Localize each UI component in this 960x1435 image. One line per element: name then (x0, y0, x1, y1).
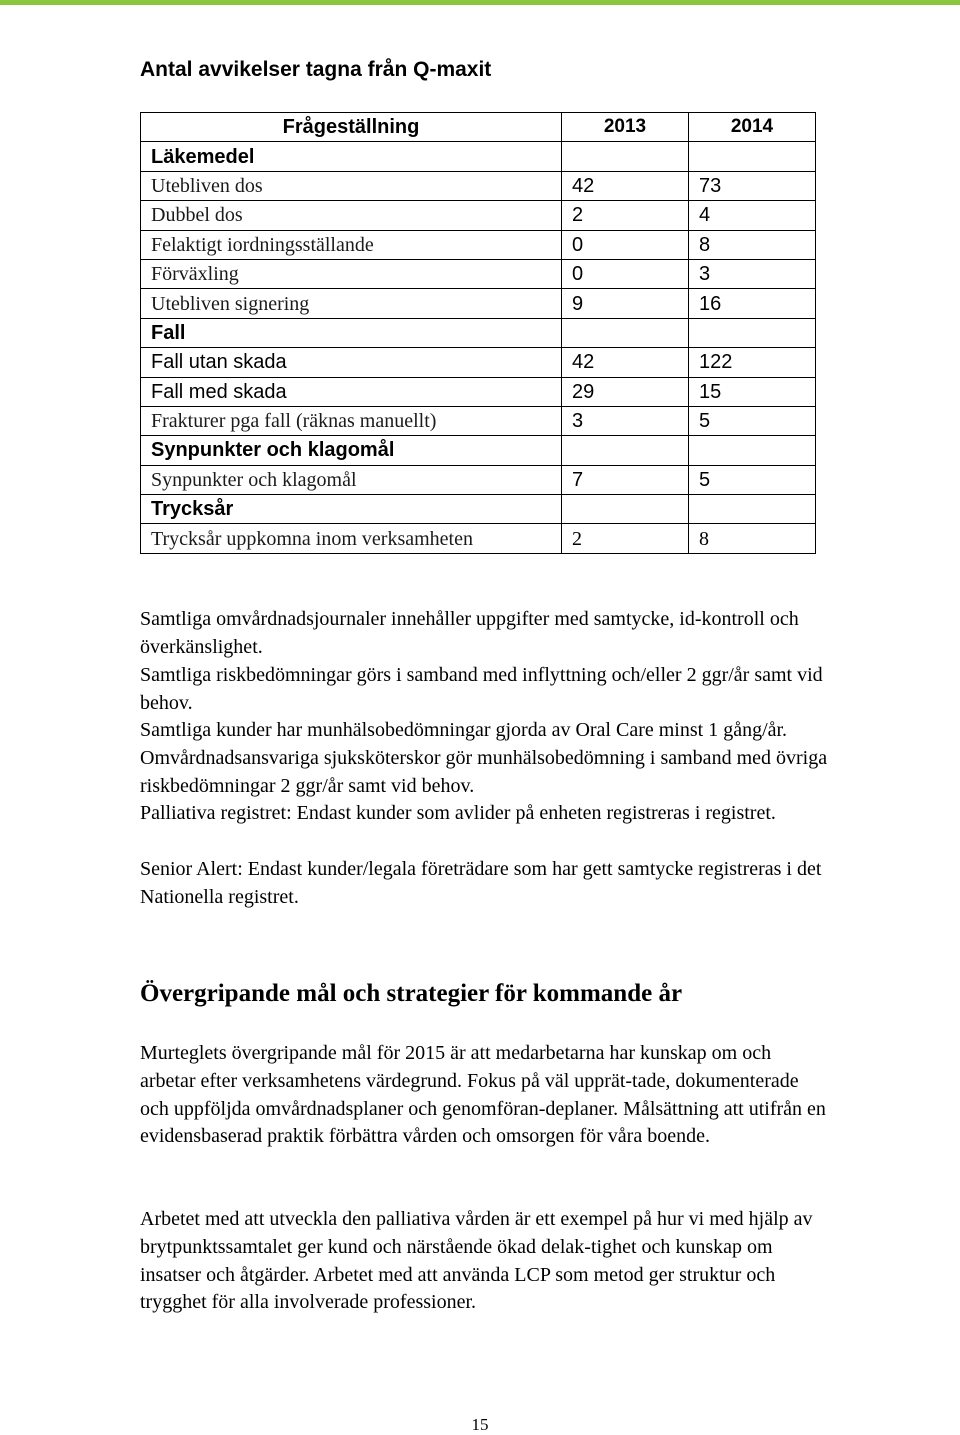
table-row (141, 259, 816, 288)
row-label: Utebliven signering (141, 289, 562, 318)
table-row (141, 171, 816, 200)
deviations-table (140, 112, 816, 554)
row-label: Frakturer pga fall (räknas manuellt) (141, 406, 562, 435)
table-row (141, 289, 816, 318)
table-row (141, 348, 816, 377)
value-2013: 29 (562, 377, 689, 406)
row-label: Utebliven dos (141, 171, 562, 200)
table-category-row (141, 142, 816, 171)
value-2013: 9 (562, 289, 689, 318)
table-body (141, 142, 816, 553)
table-row (141, 201, 816, 230)
table-category-row (141, 436, 816, 465)
table-category-row (141, 495, 816, 524)
note-risk-assessments: Samtliga riskbedömningar görs i samband med inflyttning och/eller 2 ggr/år samt vid behov. (140, 664, 823, 714)
value-2013: 3 (562, 406, 689, 435)
value-2013: 0 (562, 230, 689, 259)
value-2014: 73 (689, 171, 816, 200)
category-label: Fall (141, 318, 562, 347)
value-2014: 3 (689, 259, 816, 288)
value-2014 (689, 318, 816, 347)
note-palliative-register: Palliativa registret: Endast kunder som avlider på enheten registreras i registret. (140, 802, 776, 824)
value-2014: 16 (689, 289, 816, 318)
table-row (141, 465, 816, 494)
page-number: 15 (471, 1415, 489, 1434)
value-2013 (562, 318, 689, 347)
value-2014 (689, 495, 816, 524)
section-paragraph-palliative: Arbetet med att utveckla den palliativa vården är ett exempel på hur vi med hjälp av brytpunktssamtalet ger kund och närstående ökad delak-tighet och kunskap om insatser och åtgärder. Arbetet med att använda LCP som metod ger struktur och trygghet för alla involverade professioner. (140, 1208, 813, 1314)
header-year-2013: 2013 (562, 113, 689, 142)
value-2014: 8 (689, 230, 816, 259)
header-question: Frågeställning (141, 113, 562, 142)
value-2013: 0 (562, 259, 689, 288)
value-2013: 2 (562, 524, 689, 553)
row-label: Fall utan skada (141, 348, 562, 377)
value-2013: 2 (562, 201, 689, 230)
note-journals: Samtliga omvårdnadsjournaler innehåller uppgifter med samtycke, id-kontroll och överkänslighet. (140, 608, 799, 658)
section-heading: Övergripande mål och strategier för kommande år (140, 980, 683, 1007)
table-category-row (141, 318, 816, 347)
row-label: Felaktigt iordningsställande (141, 230, 562, 259)
value-2014 (689, 436, 816, 465)
top-accent-rule (0, 0, 960, 5)
table-row (141, 524, 816, 553)
page-heading: Antal avvikelser tagna från Q-maxit (140, 58, 492, 81)
note-oral-health: Samtliga kunder har munhälsobedömningar gjorda av Oral Care minst 1 gång/år. Omvårdnadsansvariga sjuksköterskor gör munhälsobedömning i samband med övriga riskbedömningar 2 ggr/år samt vid behov. (140, 719, 828, 797)
row-label: Trycksår uppkomna inom verksamheten (141, 524, 562, 553)
value-2013 (562, 436, 689, 465)
header-year-2014: 2014 (689, 113, 816, 142)
note-senior-alert: Senior Alert: Endast kunder/legala företrädare som har gett samtycke registreras i det Nationella registret. (140, 858, 822, 908)
value-2013 (562, 495, 689, 524)
table-header-row (141, 113, 816, 142)
category-label: Synpunkter och klagomål (141, 436, 562, 465)
value-2013: 42 (562, 348, 689, 377)
table-row (141, 406, 816, 435)
table-row (141, 377, 816, 406)
value-2014: 8 (689, 524, 816, 553)
value-2014: 5 (689, 406, 816, 435)
table-row (141, 230, 816, 259)
value-2013: 7 (562, 465, 689, 494)
category-label: Läkemedel (141, 142, 562, 171)
value-2014: 5 (689, 465, 816, 494)
category-label: Trycksår (141, 495, 562, 524)
row-label: Synpunkter och klagomål (141, 465, 562, 494)
value-2014: 15 (689, 377, 816, 406)
value-2014 (689, 142, 816, 171)
value-2014: 4 (689, 201, 816, 230)
row-label: Fall med skada (141, 377, 562, 406)
row-label: Förväxling (141, 259, 562, 288)
section-paragraph-goals: Murteglets övergripande mål för 2015 är att medarbetarna har kunskap om och arbetar efter verksamhetens värdegrund. Fokus på väl upprät-tade, dokumenterade och uppföljda omvårdnadsplaner och genomföran-deplaner. Målsättning att utifrån en evidensbaserad praktik förbättra vården och omsorgen för våra boende. (140, 1042, 826, 1148)
row-label: Dubbel dos (141, 201, 562, 230)
value-2013 (562, 142, 689, 171)
value-2013: 42 (562, 171, 689, 200)
value-2014: 122 (689, 348, 816, 377)
